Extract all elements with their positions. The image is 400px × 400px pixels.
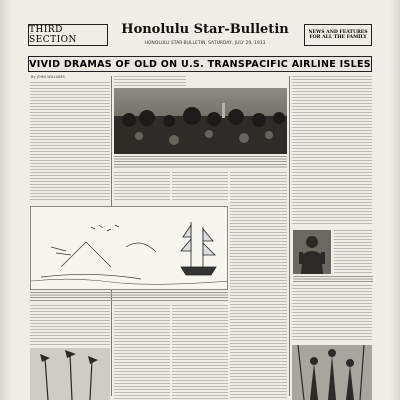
article-column-text: [114, 172, 170, 202]
man-portrait-photo: [293, 230, 331, 274]
men-with-palms-photo: [292, 345, 372, 400]
news-features-box: [304, 24, 372, 46]
article-column-text: [334, 230, 372, 274]
portrait-caption: [293, 276, 373, 282]
article-column-text: [292, 76, 372, 226]
news-box-line-1: NEWS AND FEATURES: [308, 29, 368, 35]
island-aerial-photo: [114, 88, 287, 154]
headline: VIVID DRAMAS OF OLD ON U.S. TRANSPACIFIC AIRLINE ISLES: [28, 56, 372, 72]
photo-caption: [114, 156, 287, 168]
article-column-text: [114, 305, 170, 400]
article-column-text: [30, 82, 110, 202]
column-rule: [289, 76, 290, 396]
article-column-text: [172, 305, 228, 400]
byline: By JOHN WILLIAMS: [31, 75, 65, 79]
article-column-text: [30, 305, 110, 347]
news-box-line-2: FOR ALL THE FAMILY: [309, 35, 367, 40]
scan-edge: [390, 0, 400, 400]
article-column-text: [230, 172, 287, 400]
masthead-title: Honolulu Star-Bulletin: [121, 22, 289, 37]
palm-trees-photo: [30, 348, 110, 400]
section-label: THIRD SECTION: [28, 24, 108, 46]
article-column-text: [172, 172, 228, 202]
sailing-ship-illustration: [30, 206, 228, 290]
illustration-caption: [30, 292, 228, 302]
article-column-text: [292, 285, 372, 341]
scan-edge: [0, 0, 12, 400]
dateline: HONOLULU STAR-BULLETIN, SATURDAY, JULY 29, 1933: [144, 41, 266, 46]
